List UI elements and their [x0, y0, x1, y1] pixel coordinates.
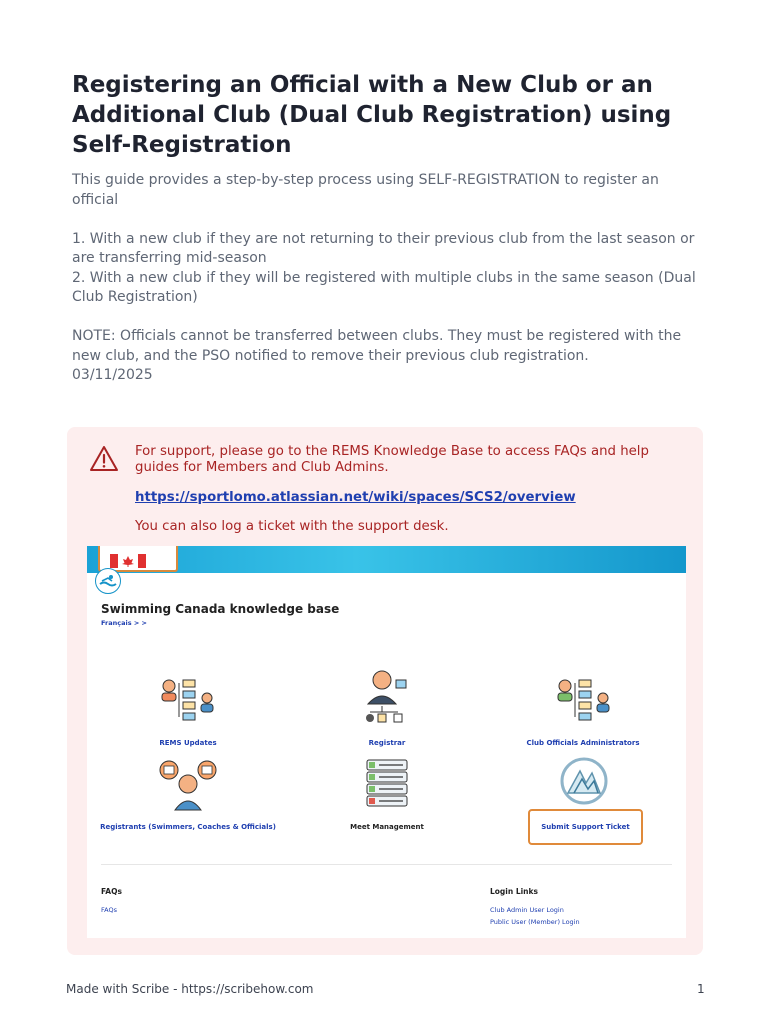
- org-chart-people-icon: [157, 674, 217, 724]
- footer-credit: Made with Scribe - https://scribehow.com: [66, 982, 314, 996]
- intro-description: This guide provides a step-by-step process using SELF-REGISTRATION to register an official: [72, 172, 659, 208]
- warning-icon: [89, 445, 119, 473]
- club-admin-login-link[interactable]: Club Admin User Login: [490, 906, 564, 914]
- intro-item-2: 2. With a new club if they will be registered with multiple clubs in the same season (Dual Club Registration): [72, 269, 696, 305]
- intro-date: 03/11/2025: [72, 367, 153, 383]
- divider: [101, 864, 672, 865]
- knowledge-base-screenshot: [87, 546, 686, 938]
- registrar-person-icon: [362, 666, 412, 726]
- login-links-heading: Login Links: [490, 887, 538, 896]
- knowledge-base-link[interactable]: https://sportlomo.atlassian.net/wiki/spaces/SCS2/overview: [135, 490, 576, 505]
- alert-text: For support, please go to the REMS Knowledge Base to access FAQs and help guides for Members and Club Admins.: [135, 444, 649, 475]
- canada-flag-icon: [110, 554, 146, 568]
- org-chart-people-icon: [553, 674, 613, 724]
- french-link[interactable]: Français > >: [101, 619, 147, 627]
- tile-club-officials-administrators[interactable]: Club Officials Administrators: [526, 739, 640, 747]
- faqs-link[interactable]: FAQs: [101, 906, 117, 914]
- page-number: 1: [697, 982, 705, 996]
- tile-meet-management[interactable]: Meet Management: [350, 823, 424, 831]
- intro-note: NOTE: Officials cannot be transferred between clubs. They must be registered with the new club, and the PSO notified to remove their previous club registration.: [72, 328, 682, 364]
- registrant-person-icon: [157, 758, 219, 813]
- swimmer-icon: [96, 569, 120, 593]
- tile-registrants[interactable]: Registrants (Swimmers, Coaches & Officials): [100, 823, 276, 831]
- intro: [72, 171, 707, 386]
- support-alert: [67, 427, 703, 955]
- checklist-icon: [365, 758, 411, 808]
- faqs-heading: FAQs: [101, 887, 122, 896]
- public-user-login-link[interactable]: Public User (Member) Login: [490, 918, 580, 926]
- page-title: Registering an Official with a New Club or an Additional Club (Dual Club Registration) using Self-Registration: [72, 72, 672, 158]
- submit-support-ticket-highlight: [528, 809, 643, 845]
- swimming-canada-logo: [95, 568, 121, 594]
- kb-title: Swimming Canada knowledge base: [101, 602, 340, 616]
- submit-support-ticket-button[interactable]: Submit Support Ticket: [541, 823, 630, 831]
- support-logo-icon: [556, 757, 612, 805]
- intro-item-1: 1. With a new club if they are not returning to their previous club from the last season or are transferring mid-season: [72, 230, 695, 266]
- alert-ticket-text: You can also log a ticket with the support desk.: [135, 519, 449, 534]
- tile-registrar[interactable]: Registrar: [368, 739, 406, 747]
- tile-rems-updates[interactable]: REMS Updates: [159, 739, 217, 747]
